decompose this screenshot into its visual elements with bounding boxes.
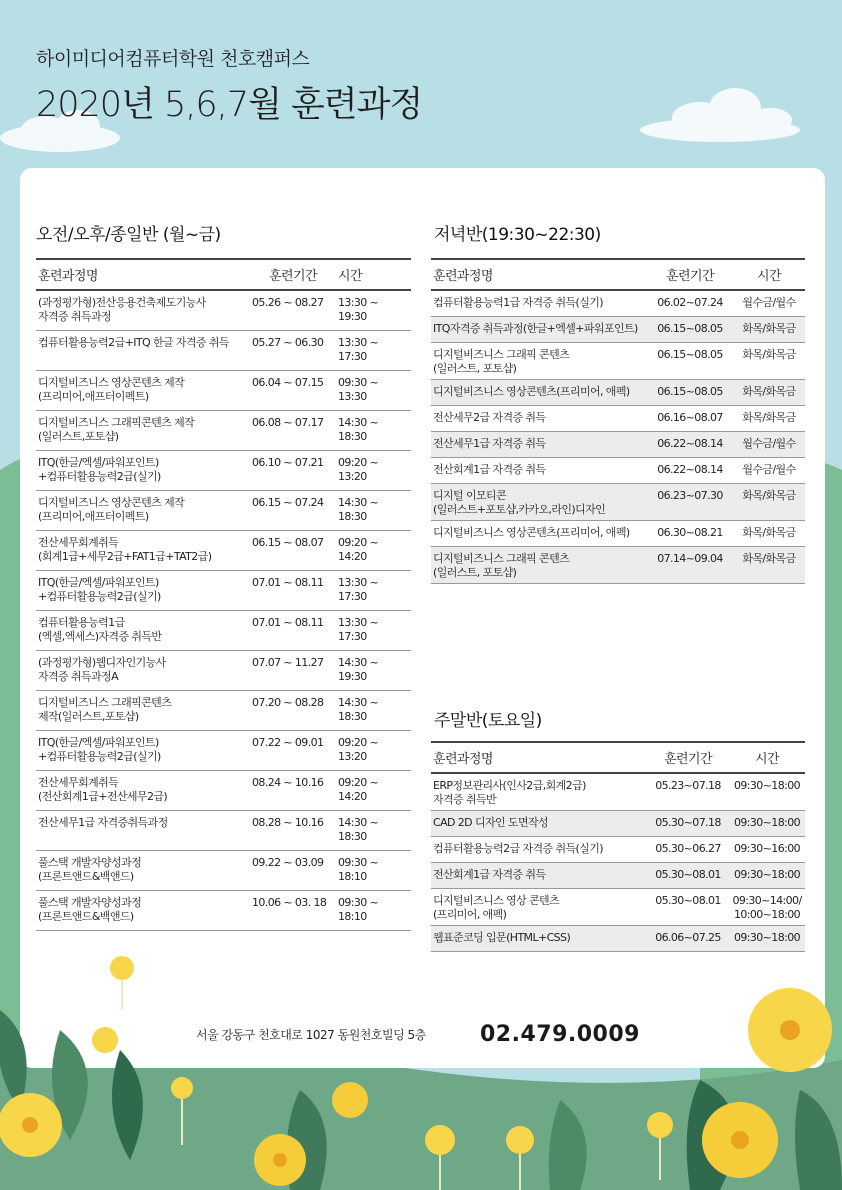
course-name-cell: 풀스택 개발자양성과정 (프론트앤드&백앤드) [36,850,250,890]
time-cell: 월수금/월수 [733,431,805,457]
table-row [36,850,411,890]
period-cell: 06.02~07.24 [647,290,733,316]
time-cell: 13:30 ~ 17:30 [336,330,411,370]
table-row [36,290,411,330]
course-name-cell: ITQ(한글/엑셀/파워포인트) +컴퓨터활용능력2급(실기) [36,570,250,610]
table-row [431,342,805,379]
period-cell: 06.15~08.05 [647,379,733,405]
period-cell: 07.14~09.04 [647,546,733,583]
table-row [431,863,805,889]
period-cell: 06.15~08.05 [647,316,733,342]
course-name-cell: 디지털 이모티콘 (일러스트+포토샵,카카오,라인)디자인 [431,483,647,520]
period-cell: 05.26 ~ 08.27 [250,290,336,330]
table-row [431,290,805,316]
period-cell: 07.20 ~ 08.28 [250,690,336,730]
course-name-cell: 웹표준코딩 입문(HTML+CSS) [431,926,647,952]
table-row [431,926,805,952]
table-row [36,610,411,650]
period-cell: 07.07 ~ 11.27 [250,650,336,690]
period-cell: 05.30~08.01 [647,889,729,926]
course-name-cell: CAD 2D 디자인 도면작성 [431,811,647,837]
time-cell: 09:30~16:00 [729,837,805,863]
course-name-cell: 디지털비즈니스 영상콘텐츠(프리미어, 애펙) [431,379,647,405]
table-row [431,520,805,546]
course-name-cell: (과정평가형)전산응용건축제도기능사 자격증 취득과정 [36,290,250,330]
time-cell: 09:30~18:00 [729,773,805,811]
time-cell: 14:30 ~ 18:30 [336,490,411,530]
time-cell: 13:30 ~ 17:30 [336,610,411,650]
course-name-cell: 전산세무회계취득 (전산회계1급+전산세무2급) [36,770,250,810]
table-header-row [36,259,411,290]
time-cell: 09:20 ~ 14:20 [336,770,411,810]
time-cell: 화목/화목금 [733,405,805,431]
table-row [431,889,805,926]
evening-schedule-table [431,258,805,584]
table-header-row [431,742,805,773]
time-cell: 09:30~18:00 [729,811,805,837]
day-section-title: 오전/오후/종일반 (월~금) [36,225,221,245]
course-name-cell: 디지털비즈니스 그래픽 콘텐츠 (일러스트, 포토샵) [431,546,647,583]
column-header-course: 훈련과정명 [431,742,647,773]
column-header-time: 시간 [733,259,805,290]
course-name-cell: 풀스택 개발자양성과정 (프론트앤드&백앤드) [36,890,250,930]
table-row [36,570,411,610]
period-cell: 06.06~07.25 [647,926,729,952]
period-cell: 06.15 ~ 07.24 [250,490,336,530]
period-cell: 06.10 ~ 07.21 [250,450,336,490]
table-row [431,379,805,405]
time-cell: 09:30~14:00/ 10:00~18:00 [729,889,805,926]
table-row [36,890,411,930]
time-cell: 13:30 ~ 17:30 [336,570,411,610]
column-header-time: 시간 [729,742,805,773]
period-cell: 05.30~08.01 [647,863,729,889]
phone-number: 02.479.0009 [480,1022,640,1047]
table-row [431,546,805,583]
course-name-cell: 디지털비즈니스 그래픽 콘텐츠 (일러스트, 포토샵) [431,342,647,379]
table-row [36,770,411,810]
period-cell: 05.27 ~ 06.30 [250,330,336,370]
time-cell: 화목/화목금 [733,342,805,379]
cloud-right [640,88,800,142]
period-cell: 06.16~08.07 [647,405,733,431]
weekend-section-title: 주말반(토요일) [434,711,542,731]
table-row [36,530,411,570]
address-text: 서울 강동구 천호대로 1027 동원천호빌딩 5층 [196,1028,426,1042]
day-schedule-table [36,258,411,931]
time-cell: 14:30 ~ 18:30 [336,410,411,450]
period-cell: 06.22~08.14 [647,431,733,457]
time-cell: 14:30 ~ 19:30 [336,650,411,690]
time-cell: 09:20 ~ 13:20 [336,450,411,490]
table-row [36,730,411,770]
table-row [36,810,411,850]
table-row [431,431,805,457]
period-cell: 06.04 ~ 07.15 [250,370,336,410]
column-header-period: 훈련기간 [647,742,729,773]
table-row [431,457,805,483]
course-name-cell: ITQ(한글/엑셀/파워포인트) +컴퓨터활용능력2급(실기) [36,730,250,770]
time-cell: 09:30 ~ 18:10 [336,850,411,890]
time-cell: 화목/화목금 [733,546,805,583]
period-cell: 06.23~07.30 [647,483,733,520]
academy-name: 하이미디어컴퓨터학원 천호캠퍼스 [36,48,310,70]
period-cell: 05.30~06.27 [647,837,729,863]
time-cell: 14:30 ~ 18:30 [336,690,411,730]
column-header-period: 훈련기간 [647,259,733,290]
column-header-time: 시간 [336,259,411,290]
course-name-cell: 디지털비즈니스 영상콘텐츠 제작 (프리미어,애프터이펙트) [36,370,250,410]
course-name-cell: 전산세무1급 자격증 취득 [431,431,647,457]
table-header-row [431,259,805,290]
course-name-cell: 컴퓨터활용능력2급+ITQ 한글 자격증 취득 [36,330,250,370]
course-name-cell: 디지털비즈니스 영상콘텐츠(프리미어, 애펙) [431,520,647,546]
period-cell: 06.15 ~ 08.07 [250,530,336,570]
course-name-cell: 전산세무1급 자격증취득과정 [36,810,250,850]
table-row [431,316,805,342]
time-cell: 화목/화목금 [733,483,805,520]
period-cell: 07.22 ~ 09.01 [250,730,336,770]
time-cell: 09:30~18:00 [729,926,805,952]
time-cell: 09:20 ~ 14:20 [336,530,411,570]
table-row [36,370,411,410]
period-cell: 05.23~07.18 [647,773,729,811]
course-name-cell: 전산회계1급 자격증 취득 [431,457,647,483]
course-name-cell: 컴퓨터활용능력2급 자격증 취득(실기) [431,837,647,863]
period-cell: 10.06 ~ 03. 18 [250,890,336,930]
course-name-cell: 컴퓨터활용능력1급 (엑셀,엑세스)자격증 취득반 [36,610,250,650]
period-cell: 06.30~08.21 [647,520,733,546]
period-cell: 05.30~07.18 [647,811,729,837]
table-row [36,690,411,730]
course-name-cell: 컴퓨터활용능력1급 자격증 취득(실기) [431,290,647,316]
period-cell: 06.22~08.14 [647,457,733,483]
time-cell: 화목/화목금 [733,520,805,546]
time-cell: 월수금/월수 [733,290,805,316]
course-name-cell: 전산세무회계취득 (회계1급+세무2급+FAT1급+TAT2급) [36,530,250,570]
course-name-cell: ITQ자격증 취득과정(한글+엑셀+파워포인트) [431,316,647,342]
course-name-cell: 디지털비즈니스 영상콘텐츠 제작 (프리미어,애프터이펙트) [36,490,250,530]
course-name-cell: 디지털비즈니스 그래픽콘텐츠 제작(일러스트,포토샵) [36,690,250,730]
column-header-period: 훈련기간 [250,259,336,290]
period-cell: 07.01 ~ 08.11 [250,610,336,650]
time-cell: 14:30 ~ 18:30 [336,810,411,850]
column-header-course: 훈련과정명 [36,259,250,290]
column-header-course: 훈련과정명 [431,259,647,290]
table-row [431,811,805,837]
table-row [36,650,411,690]
time-cell: 화목/화목금 [733,316,805,342]
course-name-cell: (과정평가형)웹디자인기능사 자격증 취득과정A [36,650,250,690]
time-cell: 09:20 ~ 13:20 [336,730,411,770]
period-cell: 09.22 ~ 03.09 [250,850,336,890]
table-row [431,837,805,863]
table-row [36,450,411,490]
table-row [431,483,805,520]
time-cell: 화목/화목금 [733,379,805,405]
period-cell: 07.01 ~ 08.11 [250,570,336,610]
table-row [36,330,411,370]
table-row [431,773,805,811]
period-cell: 08.24 ~ 10.16 [250,770,336,810]
course-name-cell: 전산회계1급 자격증 취득 [431,863,647,889]
evening-section-title: 저녁반(19:30~22:30) [434,225,601,245]
header [36,44,422,127]
time-cell: 13:30 ~ 19:30 [336,290,411,330]
course-name-cell: ERP정보관리사(인사2급,회계2급) 자격증 취득반 [431,773,647,811]
period-cell: 06.08 ~ 07.17 [250,410,336,450]
course-name-cell: ITQ(한글/엑셀/파워포인트) +컴퓨터활용능력2급(실기) [36,450,250,490]
time-cell: 월수금/월수 [733,457,805,483]
time-cell: 09:30 ~ 18:10 [336,890,411,930]
course-name-cell: 디지털비즈니스 영상 콘텐츠 (프리미어, 애펙) [431,889,647,926]
table-row [36,490,411,530]
course-name-cell: 전산세무2급 자격증 취득 [431,405,647,431]
weekend-schedule-table [431,741,805,952]
table-row [36,410,411,450]
page-title: 2020년 5,6,7월 훈련과정 [36,85,423,125]
time-cell: 09:30 ~ 13:30 [336,370,411,410]
period-cell: 08.28 ~ 10.16 [250,810,336,850]
period-cell: 06.15~08.05 [647,342,733,379]
time-cell: 09:30~18:00 [729,863,805,889]
course-name-cell: 디지털비즈니스 그래픽콘텐츠 제작 (일러스트,포토샵) [36,410,250,450]
table-row [431,405,805,431]
